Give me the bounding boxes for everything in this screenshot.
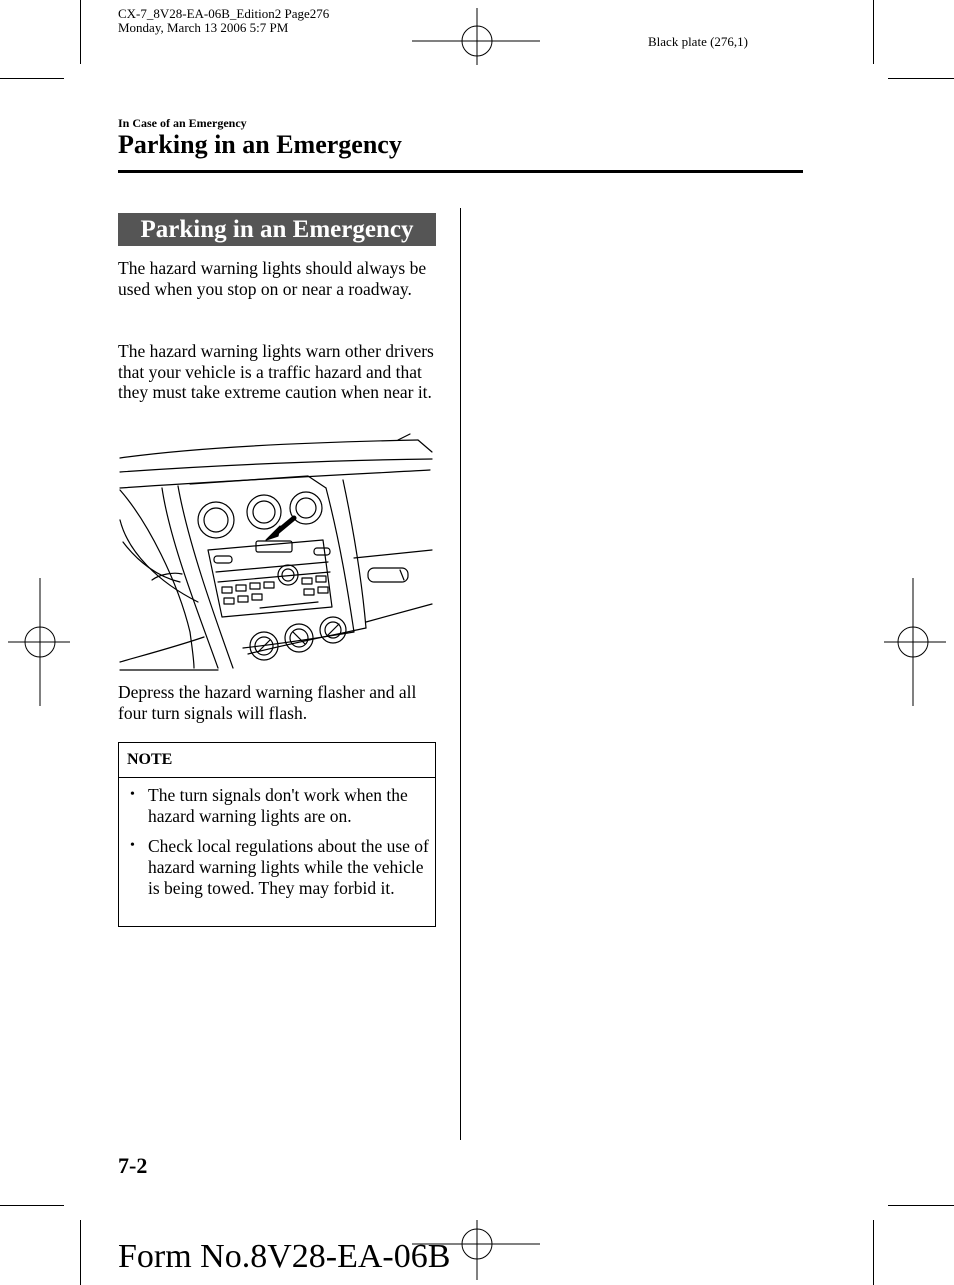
page-title: Parking in an Emergency <box>118 130 402 159</box>
section-banner: Parking in an Emergency <box>118 213 436 246</box>
page-number: 7-2 <box>118 1153 148 1178</box>
note-header <box>119 743 435 778</box>
plate-label: Black plate (276,1) <box>648 34 748 49</box>
note-box <box>118 742 436 927</box>
bullet-icon: • <box>130 838 135 854</box>
print-job-line-2: Monday, March 13 2006 5:7 PM <box>118 20 289 35</box>
paragraph-1: The hazard warning lights should always be used when you stop on or near a roadway. <box>118 258 427 299</box>
note-label: NOTE <box>127 751 173 768</box>
note-item-text: Check local regulations about the use of hazard warning lights while the vehicle is being towed. They may forbid it. <box>148 836 429 898</box>
paragraph-after-figure: Depress the hazard warning flasher and all four turn signals will flash. <box>118 682 417 723</box>
list-item <box>119 836 435 898</box>
title-rule <box>118 170 803 173</box>
print-job-info <box>118 7 329 35</box>
column-divider <box>460 208 461 1140</box>
bullet-icon: • <box>130 787 135 802</box>
dashboard-hazard-button-illustration <box>118 432 436 672</box>
breadcrumb: In Case of an Emergency <box>118 116 247 130</box>
print-job-line-1: CX-7_8V28-EA-06B_Edition2 Page276 <box>118 6 330 21</box>
note-item-text: The turn signals don't work when the hazard warning lights are on. <box>148 785 408 826</box>
paragraph-2: The hazard warning lights warn other drivers that your vehicle is a traffic hazard and that they must take extreme caution when near it. <box>118 341 434 403</box>
form-number: Form No.8V28-EA-06B <box>118 1238 451 1275</box>
note-list <box>119 785 435 909</box>
list-item <box>119 785 435 826</box>
